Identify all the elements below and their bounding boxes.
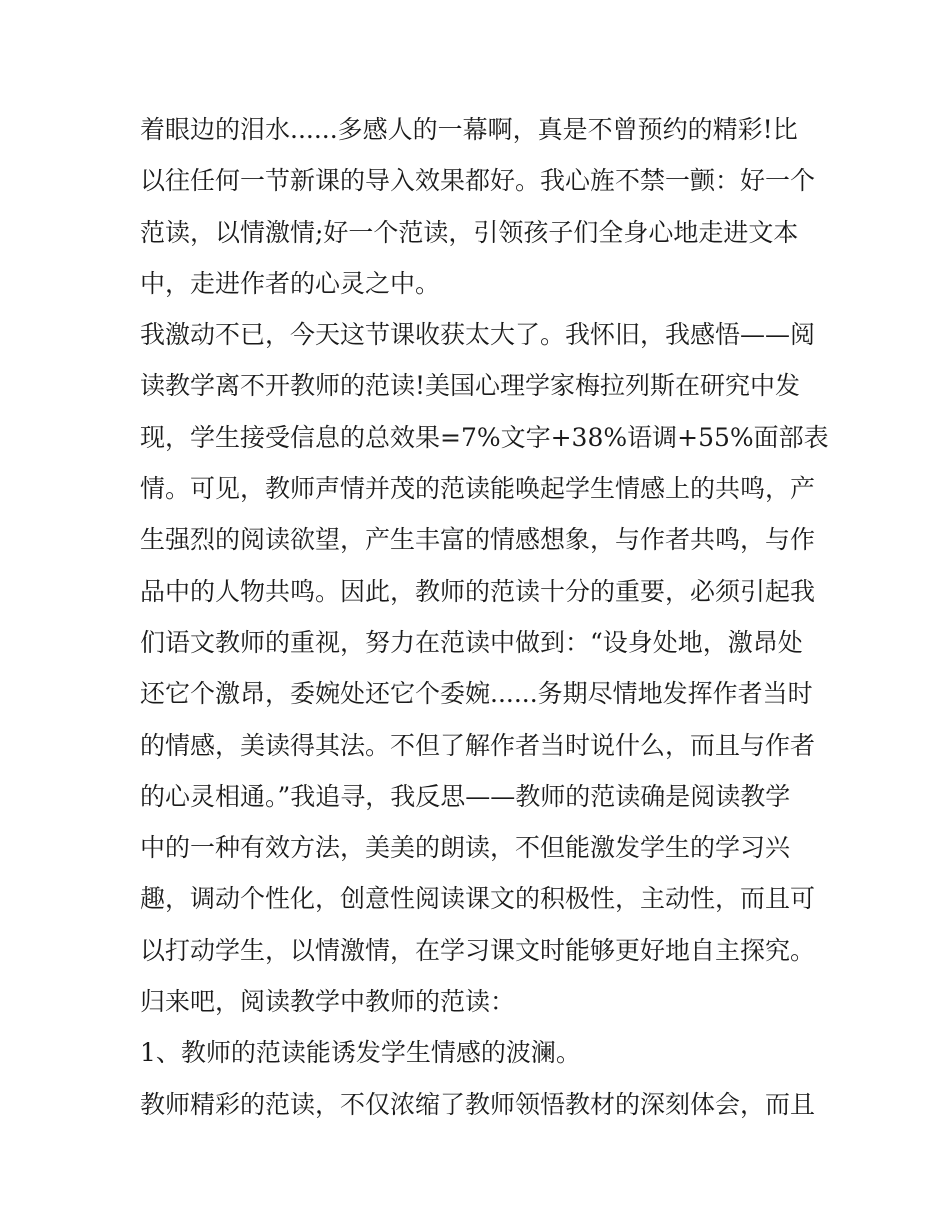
text-line: 教师精彩的范读，不仅浓缩了教师领悟教材的深刻体会，而且	[140, 1089, 816, 1119]
list-item-heading: 1、教师的范读能诱发学生情感的波澜。	[140, 1038, 581, 1068]
text-line: 我激动不已，今天这节课收获太大了。我怀旧，我感悟——阅	[140, 320, 816, 350]
text-line: 中，走进作者的心灵之中。	[140, 268, 441, 298]
text-line: 范读，以情激情;好一个范读，引领孩子们全身心地走进文本	[140, 217, 799, 247]
text-line: 中的一种有效方法，美美的朗读，不但能激发学生的学习兴	[140, 833, 791, 863]
text-line: 读教学离不开教师的范读!美国心理学家梅拉列斯在研究中发	[140, 371, 801, 401]
text-line: 的情感，美读得其法。不但了解作者当时说什么，而且与作者	[140, 730, 816, 760]
text-line: 着眼边的泪水......多感人的一幕啊，真是不曾预约的精彩!比	[140, 115, 798, 144]
text-line: 情。可见，教师声情并茂的范读能唤起学生情感上的共鸣，产	[140, 474, 816, 504]
text-line: 以打动学生，以情激情，在学习课文时能够更好地自主探究。	[140, 935, 816, 965]
text-line: 们语文教师的重视，努力在范读中做到：“设身处地，激昂处	[140, 627, 803, 657]
text-line: 还它个激昂，委婉处还它个委婉......务期尽情地发挥作者当时	[140, 679, 813, 709]
text-line: 生强烈的阅读欲望，产生丰富的情感想象，与作者共鸣，与作	[140, 525, 816, 555]
text-line: 以往任何一节新课的导入效果都好。我心旌不禁一颤：好一个	[140, 166, 816, 196]
text-line: 趣，调动个性化，创意性阅读课文的积极性，主动性，而且可	[140, 884, 816, 914]
text-line: 归来吧，阅读教学中教师的范读：	[140, 987, 516, 1017]
text-line: 的心灵相通。”我追寻，我反思——教师的范读确是阅读教学	[140, 781, 791, 811]
text-line: 品中的人物共鸣。因此，教师的范读十分的重要，必须引起我	[140, 576, 816, 606]
body-text	[140, 104, 829, 1130]
text-line: 现，学生接受信息的总效果=7%文字+38%语调+55%面部表	[140, 422, 829, 452]
